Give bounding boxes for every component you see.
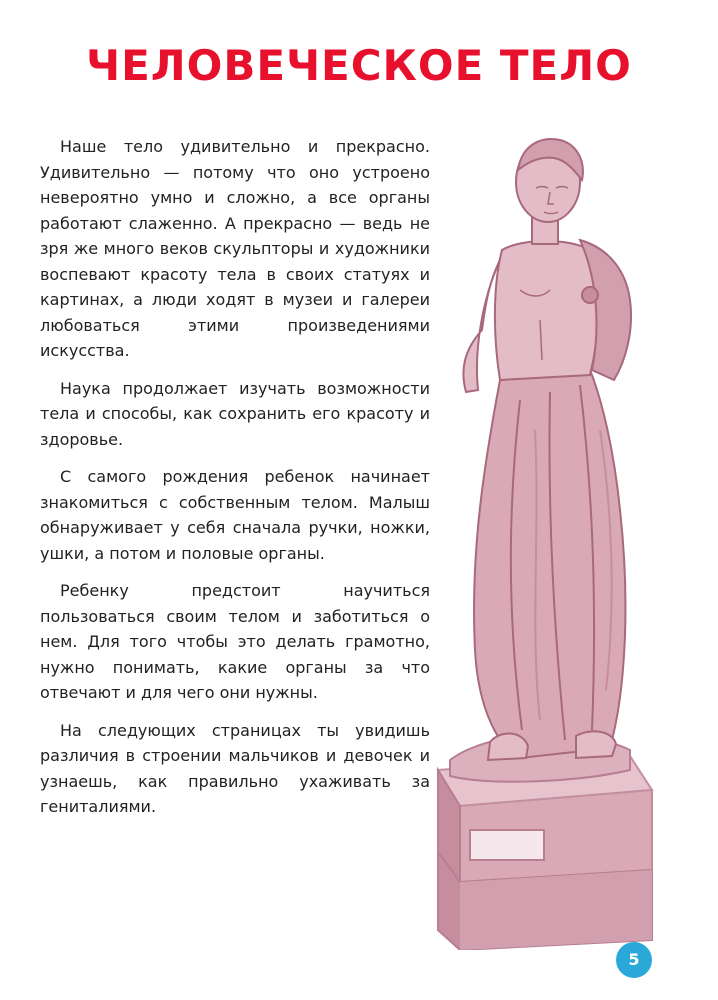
paragraph: Наше тело удивительно и прекрасно. Удивительно — потому что оно устроено невероятно умно и сложно, а все органы работают слаженно. А прекрасно — ведь не зря же много веков скульпторы и художники воспевают красоту тела в своих статуях и картинах, а люди ходят в музеи и галереи любоваться этими произведениями искусства.	[40, 137, 430, 360]
paragraph: Ребенку предстоит научиться пользоваться своим телом и заботиться о нем. Для того чтобы это делать грамотно, нужно понимать, какие органы за что отвечают и для чего они нужны.	[40, 581, 430, 702]
page-title: ЧЕЛОВЕЧЕСКОЕ ТЕЛО	[86, 41, 632, 90]
pedestal	[438, 756, 652, 950]
paragraph: С самого рождения ребенок начинает знакомиться с собственным телом. Малыш обнаруживает у себя сначала ручки, ножки, ушки, а потом и половые органы.	[40, 467, 430, 563]
robe	[474, 370, 625, 758]
paragraph: На следующих страницах ты увидишь различия в строении мальчиков и девочек и узнаешь, как правильно ухаживать за гениталиями.	[40, 720, 430, 816]
statue-illustration	[430, 130, 660, 950]
torso	[495, 241, 598, 380]
page-number: 5	[616, 942, 652, 978]
body-text	[40, 134, 430, 832]
paragraph: Наука продолжает изучать возможности тела и способы, как сохранить его красоту и здоровье.	[40, 378, 430, 449]
head	[516, 139, 583, 244]
